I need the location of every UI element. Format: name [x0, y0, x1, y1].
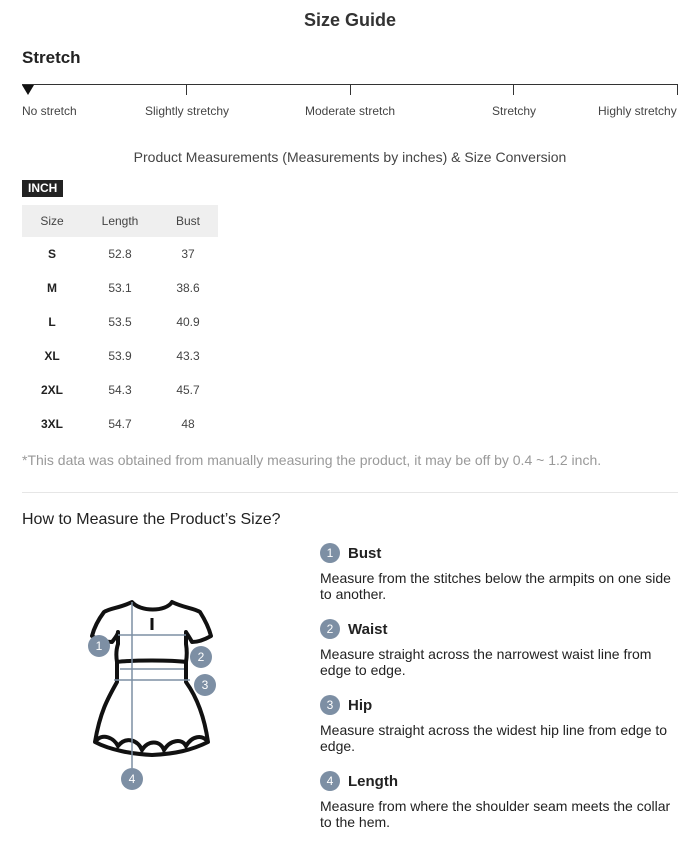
column-header-bust: Bust: [158, 205, 218, 237]
step-number-badge: 2: [320, 619, 340, 639]
step-bust: [320, 543, 680, 619]
how-to-heading: How to Measure the Product’s Size?: [22, 511, 281, 528]
stretch-label-slightly: Slightly stretchy: [145, 104, 230, 118]
step-description: Measure from where the shoulder seam meets the collar to the hem.: [320, 798, 671, 830]
table-row: [22, 305, 218, 339]
step-title: Hip: [348, 696, 373, 714]
step-description: Measure straight across the narrowest waist line from edge to edge.: [320, 646, 652, 678]
bust-cell: 43.3: [176, 349, 200, 363]
bust-cell: 48: [181, 417, 195, 431]
length-badge-label: 4: [128, 772, 136, 786]
step-head: [320, 619, 680, 639]
size-cell: 3XL: [40, 417, 63, 431]
table-row: [22, 407, 218, 441]
bust-cell: 45.7: [176, 383, 200, 397]
length-cell: 54.7: [108, 417, 132, 431]
length-cell: 52.8: [108, 247, 132, 261]
measure-steps: [320, 543, 680, 847]
bust-cell: 40.9: [176, 315, 200, 329]
section-divider: [22, 492, 678, 493]
column-header-size: Size: [22, 205, 82, 237]
stretch-tick: [677, 84, 678, 95]
table-row: [22, 237, 218, 271]
triangle-down-icon: [22, 85, 34, 95]
step-waist: [320, 619, 680, 695]
step-number-badge: 4: [320, 771, 340, 791]
table-row: [22, 339, 218, 373]
stretch-tick: [350, 84, 351, 95]
stretch-label-no-stretch: No stretch: [22, 104, 77, 118]
dress-icon: [80, 590, 220, 795]
stretch-label-moderate: Moderate stretch: [305, 104, 396, 118]
size-cell: XL: [44, 349, 60, 363]
step-description: Measure from the stitches below the armpits on one side to another.: [320, 570, 671, 602]
stretch-tick: [513, 84, 514, 95]
step-head: [320, 695, 680, 715]
stretch-label-stretchy: Stretchy: [492, 104, 537, 118]
measurement-disclaimer: *This data was obtained from manually measuring the product, it may be off by 0.4 ~ 1.2 inch.: [22, 452, 602, 468]
size-cell: S: [47, 247, 56, 261]
table-row: [22, 373, 218, 407]
length-cell: 54.3: [108, 383, 132, 397]
measurements-caption: Product Measurements (Measurements by inches) & Size Conversion: [133, 149, 567, 165]
table-row: [22, 271, 218, 305]
bust-cell: 37: [181, 247, 195, 261]
length-cell: 53.5: [108, 315, 132, 329]
step-length: [320, 771, 680, 847]
stretch-heading: Stretch: [22, 48, 81, 67]
step-title: Waist: [348, 620, 388, 638]
bust-badge-label: 1: [95, 639, 103, 653]
step-title: Bust: [348, 544, 382, 562]
table-header-row: [22, 205, 218, 237]
step-number-badge: 3: [320, 695, 340, 715]
unit-tag[interactable]: INCH: [22, 180, 63, 197]
column-header-length: Length: [82, 205, 158, 237]
stretch-label-highly: Highly stretchy: [598, 104, 677, 118]
step-head: [320, 543, 680, 563]
step-number-badge: 1: [320, 543, 340, 563]
size-table: [22, 205, 218, 441]
size-cell: 2XL: [40, 383, 63, 397]
length-cell: 53.9: [108, 349, 132, 363]
step-hip: [320, 695, 680, 771]
length-cell: 53.1: [108, 281, 132, 295]
size-cell: M: [47, 281, 57, 295]
page-title: Size Guide: [303, 10, 397, 30]
step-title: Length: [348, 772, 398, 790]
bust-cell: 38.6: [176, 281, 200, 295]
stretch-tick: [186, 84, 187, 95]
dress-waist-seam: [117, 661, 186, 663]
size-cell: L: [48, 315, 56, 329]
hip-badge-label: 3: [201, 678, 209, 692]
step-head: [320, 771, 680, 791]
step-description: Measure straight across the widest hip line from edge to edge.: [320, 722, 668, 754]
waist-badge-label: 2: [197, 650, 205, 664]
